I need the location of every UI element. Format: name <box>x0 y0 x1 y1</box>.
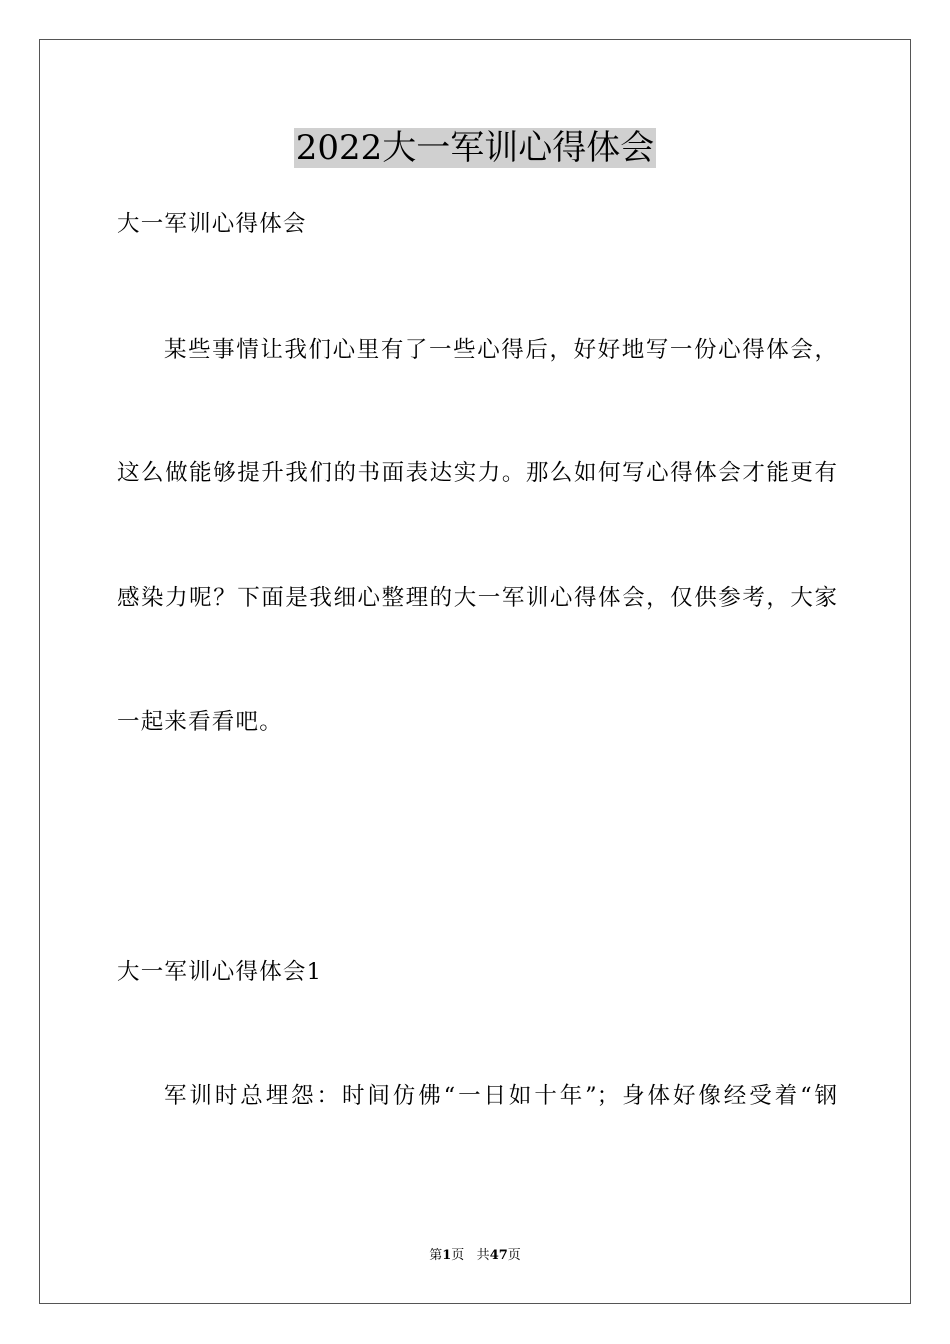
footer-total-pages: 47 <box>489 1248 508 1263</box>
document-title-text: 2022大一军训心得体会 <box>295 128 655 168</box>
document-title <box>0 126 950 170</box>
document-subtitle: 大一军训心得体会 <box>117 211 307 237</box>
footer-page-number: 1 <box>442 1248 452 1263</box>
section-heading: 大一军训心得体会1 <box>117 959 323 985</box>
intro-paragraph-line-1: 某些事情让我们心里有了一些心得后，好好地写一份心得体会， <box>164 337 837 363</box>
footer-page-suffix: 页 <box>451 1248 465 1263</box>
footer-total-prefix: 共 <box>476 1248 490 1263</box>
footer-page-prefix: 第 <box>429 1248 443 1263</box>
section-paragraph-line-1: 军训时总埋怨：时间仿佛“一日如十年”；身体好像经受着“钢 <box>164 1083 837 1109</box>
page-footer <box>0 1247 950 1265</box>
footer-total-suffix: 页 <box>507 1248 521 1263</box>
intro-paragraph-line-4: 一起来看看吧。 <box>117 709 283 735</box>
intro-paragraph-line-2: 这么做能够提升我们的书面表达实力。那么如何写心得体会才能更有 <box>117 460 837 486</box>
intro-paragraph-line-3: 感染力呢？下面是我细心整理的大一军训心得体会，仅供参考，大家 <box>117 585 837 611</box>
